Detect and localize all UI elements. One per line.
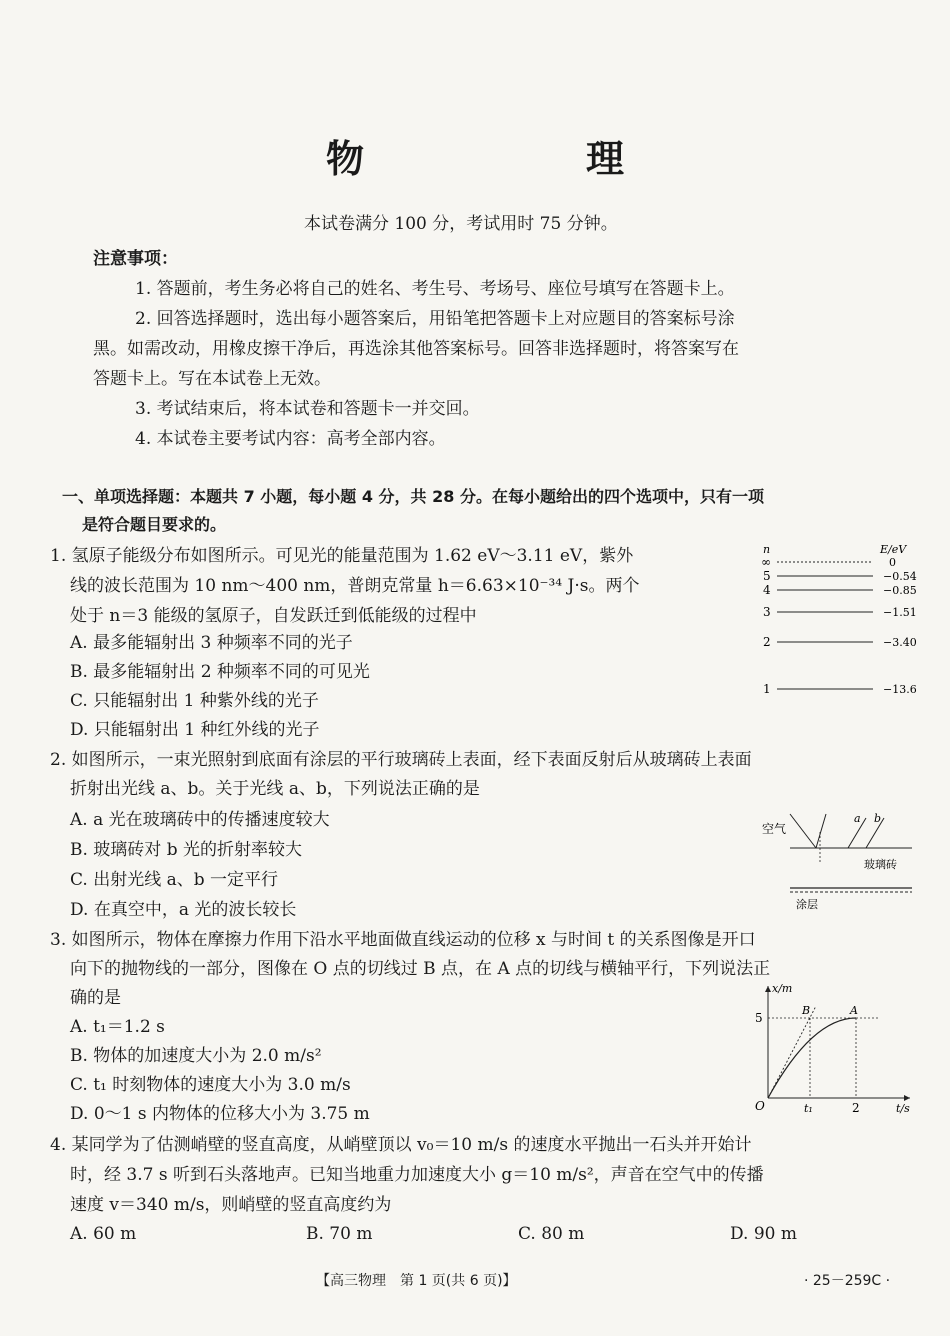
section-heading-cont: 是符合题目要求的。 [82,515,227,534]
notice-line: 1. 答题前，考生务必将自己的姓名、考生号、考场号、座位号填写在答题卡上。 [135,279,735,299]
q1-option-c: C. 只能辐射出 1 种紫外线的光子 [70,691,319,711]
level-n-5: 5 [763,569,771,583]
notice-line: 4. 本试卷主要考试内容：高考全部内容。 [135,429,446,449]
ray-a-label: a [854,812,861,825]
q4-stem: 时，经 3.7 s 听到石头落地声。已知当地重力加速度大小 g＝10 m/s²，声音在空气中的传播 [70,1165,764,1185]
notice-heading: 注意事项： [93,249,178,269]
q2-option-d: D. 在真空中，a 光的波长较长 [70,900,297,920]
level-e-2: −3.40 [883,636,917,649]
air-label: 空气 [762,822,787,836]
level-e-3: −1.51 [883,606,917,619]
q1-stem: 1. 氢原子能级分布如图所示。可见光的能量范围为 1.62 eV～3.11 eV，紫外 [50,546,634,566]
section-heading: 一、单项选择题：本题共 7 小题，每小题 4 分，共 28 分。在每小题给出的四个选项中，只有一项 [62,487,764,506]
page-footer: 【高三物理 第 1 页(共 6 页)】 [316,1273,517,1289]
level-n-4: 4 [763,583,771,597]
x-tick-5: 5 [755,1011,763,1025]
q1-option-d: D. 只能辐射出 1 种红外线的光子 [70,720,320,740]
level-n-1: 1 [763,682,771,696]
notice-line: 3. 考试结束后，将本试卷和答题卡一并交回。 [135,399,480,419]
level-n-3: 3 [763,605,771,619]
q1-option-b: B. 最多能辐射出 2 种频率不同的可见光 [70,662,370,682]
q3-stem: 向下的抛物线的一部分，图像在 O 点的切线过 B 点，在 A 点的切线与横轴平行，下列说法正 [70,959,771,979]
ray-b-label: b [874,812,882,825]
t-axis-label: t/s [896,1102,910,1115]
q4-option-d: D. 90 m [730,1224,797,1244]
paper-code: · 25－259C · [804,1273,891,1289]
coating-label: 涂层 [796,898,818,911]
q2-option-c: C. 出射光线 a、b 一定平行 [70,870,279,890]
q2-stem: 折射出光线 a、b。关于光线 a、b，下列说法正确的是 [70,779,480,799]
incident-ray [790,814,816,848]
reflected-ray [816,814,826,848]
q1-option-a: A. 最多能辐射出 3 种频率不同的光子 [70,633,353,653]
q3-option-d: D. 0～1 s 内物体的位移大小为 3.75 m [70,1104,370,1124]
t-axis-arrow [904,1095,910,1101]
q4-option-a: A. 60 m [70,1224,137,1244]
glass-label: 玻璃砖 [864,858,897,871]
t-tick-2: 2 [852,1101,860,1115]
notice-line: 答题卡上。写在本试卷上无效。 [93,369,331,389]
notice-line: 黑。如需改动，用橡皮擦干净后，再选涂其他答案标号。回答非选择题时，将答案写在 [93,339,739,359]
level-n-inf: ∞ [761,555,771,569]
t-tick-t1: t₁ [804,1102,813,1115]
q4-option-c: C. 80 m [518,1224,585,1244]
level-n-2: 2 [763,635,771,649]
displacement-time-graph [750,980,920,1116]
q3-option-b: B. 物体的加速度大小为 2.0 m/s² [70,1046,322,1066]
q4-option-b: B. 70 m [306,1224,373,1244]
energy-level-diagram [755,540,925,710]
parabola-curve [768,1018,856,1098]
point-a-label: A [850,1004,858,1017]
x-axis-arrow [765,986,771,992]
page-title: 物 理 [325,137,716,181]
level-e-inf: 0 [889,556,896,569]
q1-stem: 处于 n＝3 能级的氢原子，自发跃迁到低能级的过程中 [70,606,477,626]
x-axis-label: x/m [772,982,793,995]
glass-brick-diagram [760,808,920,912]
q1-stem: 线的波长范围为 10 nm～400 nm，普朗克常量 h＝6.63×10⁻³⁴ J·s。两个 [70,576,640,596]
exam-intro: 本试卷满分 100 分，考试用时 75 分钟。 [304,214,618,234]
energy-axis-label: E/eV [880,543,907,556]
tangent-at-origin [768,1006,816,1098]
q4-stem: 4. 某同学为了估测峭壁的竖直高度，从峭壁顶以 v₀＝10 m/s 的速度水平抛出一石头并开始计 [50,1135,752,1155]
level-e-4: −0.85 [883,584,917,597]
q2-option-a: A. a 光在玻璃砖中的传播速度较大 [70,810,330,830]
point-b-label: B [802,1004,811,1017]
q2-stem: 2. 如图所示，一束光照射到底面有涂层的平行玻璃砖上表面，经下表面反射后从玻璃砖上表面 [50,750,752,770]
notice-line: 2. 回答选择题时，选出每小题答案后，用铅笔把答题卡上对应题目的答案标号涂 [135,309,735,329]
q3-option-a: A. t₁＝1.2 s [70,1017,165,1037]
q2-option-b: B. 玻璃砖对 b 光的折射率较大 [70,840,302,860]
n-axis-label: n [763,543,771,556]
q3-stem: 确的是 [70,988,121,1008]
origin-label: O [755,1099,765,1113]
level-e-1: −13.6 [883,683,917,696]
q3-option-c: C. t₁ 时刻物体的速度大小为 3.0 m/s [70,1075,351,1095]
q4-stem: 速度 v＝340 m/s，则峭壁的竖直高度约为 [70,1195,392,1215]
q3-stem: 3. 如图所示，物体在摩擦力作用下沿水平地面做直线运动的位移 x 与时间 t 的关系图像是开口 [50,930,756,950]
level-e-5: −0.54 [883,570,917,583]
